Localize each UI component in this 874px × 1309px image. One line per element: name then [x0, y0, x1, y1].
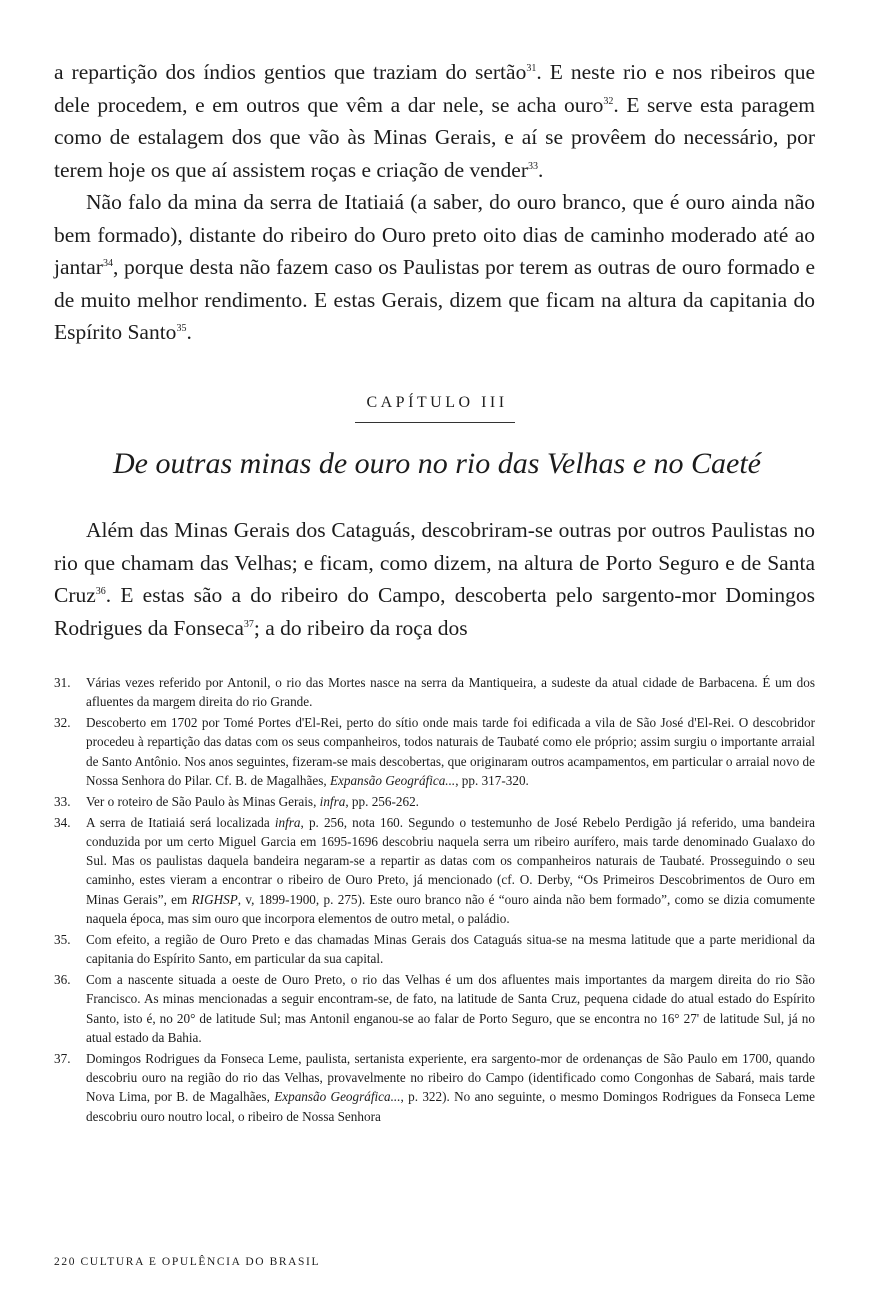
paragraph: Além das Minas Gerais dos Cataguás, descobriram-se outras por outros Paulistas no rio que chamam das Velhas; e ficam, como dizem, na altura de Porto Seguro e de Santa Cruz$^{36}$. E estas são a do ribeiro do Campo, descoberta pelo sargento-mor Domingos Rodrigues da Fonseca$^{37}$; a do ribeiro da roça dos [54, 518, 815, 640]
footnote-number: 36. [54, 971, 71, 987]
footnote: 35. Com efeito, a região de Ouro Preto e das chamadas Minas Gerais dos Cataguás situa-se na mesma latitude que a parte meridional da capitania do Espírito Santo, em particular da sua capital. [54, 931, 815, 967]
footnote-ref[interactable]: 34 [102, 257, 113, 269]
footnote-ref[interactable]: 33 [528, 160, 538, 172]
footnote-number: 34. [54, 814, 71, 830]
chapter-divider [355, 422, 515, 423]
footnotes [54, 673, 815, 1127]
footnote-number: 35. [54, 931, 71, 947]
chapter-title: De outras minas de ouro no rio das Velhas e no Caeté [112, 447, 762, 480]
footnote-number: 31. [54, 675, 71, 690]
footnote-ref[interactable]: 32 [603, 95, 614, 107]
footnote-ref[interactable]: 37 [243, 618, 254, 630]
footnote-ref[interactable]: 35 [176, 322, 187, 334]
footnote: 32. Descoberto em 1702 por Tomé Portes d'El-Rei, perto do sítio onde mais tarde foi edificada a vila de São José d'El-Rei. O descobridor procedeu à repartição das datas com os seus companheiros, todos naturais de Taubaté como ele próprio; assim surgiu o importante arraial de Santo Antônio. Nos anos seguintes, fizeram-se mais descobertas, que originaram outros acampamentos, em particular o arraial novo de Nossa Senhora do Pilar. Cf. B. de Magalhães, Expansão Geográfica..., pp. 317-320. [54, 715, 815, 788]
footnote: 37. Domingos Rodrigues da Fonseca Leme, paulista, sertanista experiente, era sargento-mor de ordenanças de São Paulo em 1700, quando descobriu ouro na região do rio das Velhas, provavelmente no ribeiro do Campo (identificado como Congonhas de Sabará, mais tarde Nova Lima, por B. de Magalhães, Expansão Geográfica..., p. 322). No ano seguinte, o mesmo Domingos Rodrigues da Fonseca Leme descobriu ouro noutro local, o ribeiro de Nossa Senhora [54, 1050, 816, 1124]
paragraph: Não falo da mina da serra de Itatiaiá (a saber, do ouro branco, que é ouro ainda não bem formado), distante do ribeiro do Ouro preto oito dias de caminho moderado até ao jantar$^{34}$, porque desta não fazem caso os Paulistas por terem as outras de ouro formado e de muito melhor rendimento. E estas Gerais, dizem que ficam na altura da capitania do Espírito Santo$^{35}$. [54, 190, 815, 344]
page-footer: 220 CULTURA E OPULÊNCIA DO BRASIL [54, 1256, 321, 1268]
footnote-number: 37. [54, 1050, 71, 1066]
footnote-number: 33. [54, 793, 71, 809]
footnote: 31. Várias vezes referido por Antonil, o rio das Mortes nasce na serra da Mantiqueira, a sudeste da atual cidade de Barbacena. É um dos afluentes da margem direita do rio Grande. [54, 675, 815, 710]
citation-title: Expansão Geográfica... [329, 772, 456, 788]
footnote: 36. Com a nascente situada a oeste de Ouro Preto, o rio das Velhas é um dos afluentes mais importantes da margem direita do rio São Francisco. As minas mencionadas a seguir encontram-se, de fato, na latitude de Santa Cruz, pequena cidade do atual estado do Espírito Santo, isto é, no 20° de latitude Sul; mas Antonil enganou-se ao falar de Porto Seguro, que se encontra no 16° 27' de latitude Sul, já no atual estado da Bahia. [54, 971, 815, 1045]
main-text [54, 56, 815, 349]
footnote-ref[interactable]: 31 [526, 62, 537, 74]
chapter-label: CAPÍTULO III [366, 394, 508, 411]
footnote: 34. A serra de Itatiaiá será localizada infra, p. 256, nota 160. Segundo o testemunho de José Rebelo Perdigão já referido, uma bandeira conduzida por um certo Miguel Garcia em 1695-1696 descobriu naquela serra um ribeiro aurífero, mais tarde denominado Gualaxo do Sul. Mas os paulistas daquela bandeira negaram-se a repartir as datas com os companheiros naturais de Taubaté. Prosseguindo o seu caminho, estes vieram a encontrar o ribeiro de Ouro Preto, já mencionado (cf. O. Derby, “Os Primeiros Descobrimentos de Ouro em Minas Gerais”, em RIGHSP, v, 1899-1900, p. 275). Este ouro branco não é “ouro ainda não bem formado”, como se dizia comumente naquela época, mas sim ouro que incorpora elementos de outro metal, o paládio. [54, 814, 815, 927]
citation-title: RIGHSP [191, 891, 238, 907]
chapter-text [54, 514, 815, 644]
footnote: 33. Ver o roteiro de São Paulo às Minas Gerais, infra, pp. 256-262. [54, 792, 815, 811]
paragraph: a repartição dos índios gentios que traziam do sertão$^{31}$. E neste rio e nos ribeiros que dele procedem, e em outros que vêm a dar nele, se acha ouro$^{32}$. E serve esta paragem como de estalagem dos que vão às Minas Gerais, e aí se provêem do necessário, por terem hoje os que aí assistem roças e criação de vender$^{33}$. [54, 60, 815, 182]
footnote-ref[interactable]: 36 [95, 585, 106, 597]
footnote-number: 32. [54, 715, 71, 731]
citation-title: Expansão Geográfica... [274, 1089, 401, 1105]
